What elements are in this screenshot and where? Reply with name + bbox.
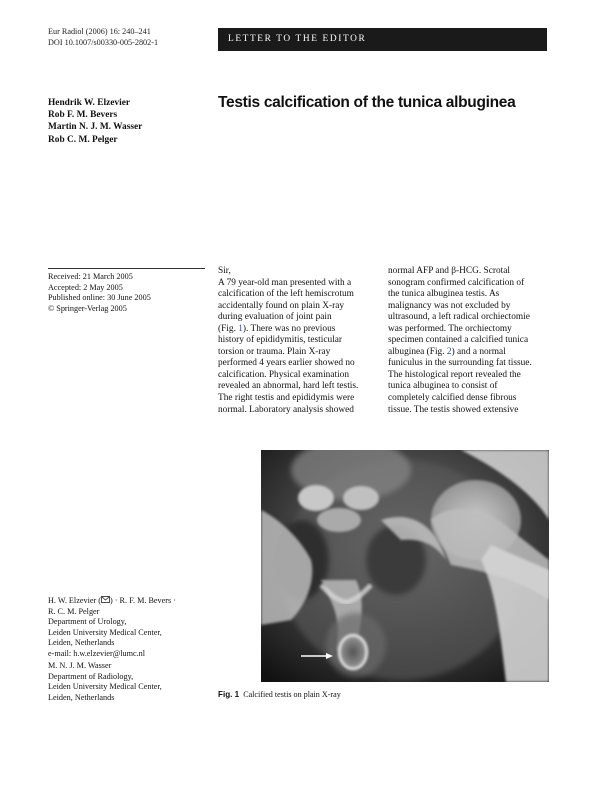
body-line: history of epididymitis, testicular — [218, 335, 343, 346]
affiliation-line — [48, 596, 176, 607]
affiliation-line: Leiden, Netherlands — [48, 692, 115, 702]
body-line: normal AFP and β-HCG. Scrotal — [388, 266, 510, 276]
figure-1-link[interactable]: 1 — [238, 323, 243, 334]
body-line: calcification of the left hemiscrotum — [218, 289, 354, 300]
body-line: was performed. The orchiectomy — [388, 323, 512, 334]
body-line: normal. Laboratory analysis showed — [218, 404, 354, 415]
received-date: Received: 21 March 2005 — [48, 272, 133, 281]
journal-citation: Eur Radiol (2006) 16: 240–241 — [48, 27, 151, 36]
body-line: The histological report revealed the — [388, 369, 521, 380]
figure-label: Fig. 1 — [218, 690, 240, 699]
body-line: ultrasound, a left radical orchiectomie — [388, 312, 530, 323]
copyright: © Springer-Verlag 2005 — [48, 303, 127, 313]
body-line: the tunica albuginea testis. As — [388, 289, 500, 300]
affiliation-line: Leiden, Netherlands — [48, 638, 115, 648]
body-line: sonogram confirmed calcification of — [388, 277, 525, 288]
body-line: accidentally found on plain X-ray — [218, 300, 345, 311]
body-line: completely calcified dense fibrous — [388, 393, 517, 404]
body-line: specimen contained a calcified tunica — [388, 335, 529, 346]
journal-reference — [48, 27, 158, 48]
affiliation-line: Department of Radiology, — [48, 671, 134, 681]
body-line: revealed an abnormal, hard left testis. — [218, 381, 359, 392]
body-text: albuginea (Fig. — [388, 346, 447, 357]
body-line: malignancy was not excluded by — [388, 300, 511, 311]
body-line: The right testis and epididymis were — [218, 393, 355, 404]
affiliation-text: ) · R. F. M. Bevers · — [109, 596, 176, 605]
body-line: calcification. Physical examination — [218, 369, 350, 380]
salutation: Sir, — [218, 266, 231, 276]
affiliation-block-2 — [48, 661, 162, 703]
affiliation-text: H. W. Elzevier ( — [48, 596, 101, 605]
accepted-date: Accepted: 2 May 2005 — [48, 282, 123, 292]
article-title: Testis calcification of the tunica albuginea — [218, 94, 516, 111]
body-line: performed 4 years earlier showed no — [218, 358, 355, 369]
divider — [48, 268, 205, 269]
body-text: ). There was no previous — [242, 323, 336, 334]
body-text: (Fig. — [218, 323, 239, 334]
body-line — [388, 347, 548, 359]
author-list — [48, 97, 142, 146]
doi: DOI 10.1007/s00330-005-2802-1 — [48, 37, 159, 47]
affiliation-line: M. N. J. M. Wasser — [48, 661, 112, 670]
affiliation-line: Department of Urology, — [48, 617, 127, 627]
author-name: Rob F. M. Bevers — [48, 110, 118, 121]
body-column-2 — [388, 266, 548, 416]
published-date: Published online: 30 June 2005 — [48, 293, 151, 303]
body-line — [218, 324, 376, 336]
affiliation-block-1 — [48, 596, 176, 660]
envelope-icon[interactable] — [101, 596, 110, 603]
article-history — [48, 272, 151, 314]
body-line: during evaluation of joint pain — [218, 312, 332, 323]
body-column-1 — [218, 266, 376, 416]
xray-figure — [261, 450, 549, 682]
affiliation-line: Leiden University Medical Center, — [48, 682, 162, 692]
body-line: A 79 year-old man presented with a — [218, 277, 352, 288]
body-line: tunica albuginea to consist of — [388, 381, 498, 392]
caption-text: Calcified testis on plain X-ray — [243, 690, 341, 699]
body-line: torsion or trauma. Plain X-ray — [218, 346, 331, 357]
author-name: Martin N. J. M. Wasser — [48, 122, 143, 133]
body-text: ) and a normal — [451, 346, 506, 357]
email-link[interactable]: e-mail: h.w.elzevier@lumc.nl — [48, 648, 146, 658]
body-line: tissue. The testis showed extensive — [388, 404, 519, 415]
section-label: LETTER TO THE EDITOR — [228, 34, 367, 44]
author-name: Hendrik W. Elzevier — [48, 98, 131, 108]
figure-2-link[interactable]: 2 — [446, 346, 452, 357]
affiliation-line: R. C. M. Pelger — [48, 606, 100, 616]
affiliation-line: Leiden University Medical Center, — [48, 627, 162, 637]
author-name: Rob C. M. Pelger — [48, 134, 118, 145]
pelvis-xray-image — [261, 450, 549, 682]
figure-caption — [218, 690, 341, 699]
body-line: funiculus in the surrounding fat tissue. — [388, 358, 532, 369]
section-banner — [218, 28, 547, 51]
